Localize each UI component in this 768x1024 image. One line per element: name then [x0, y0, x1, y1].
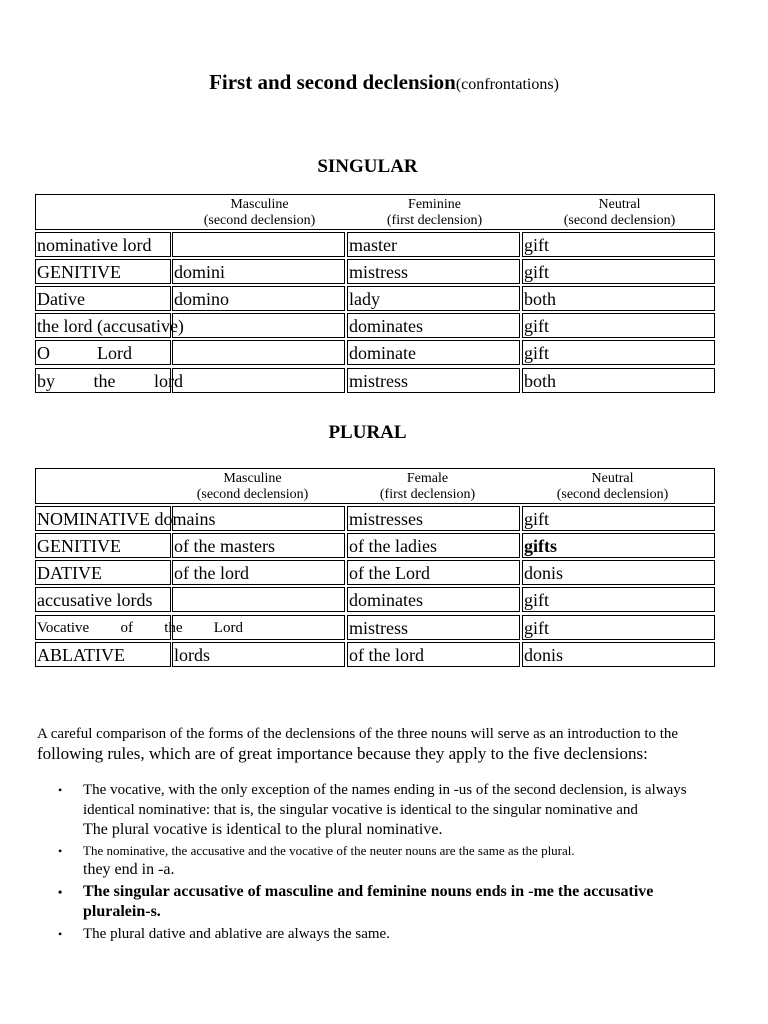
- list-item: • The vocative, with the only exception of the names ending in -us of the second declension, is always identical nominative: that is, the singular vocative is identical to the singular nominative and The plural vocative is identical to the plural nominative.: [58, 782, 687, 838]
- bullet-icon: •: [58, 783, 63, 797]
- neutral-cell: gift: [522, 232, 715, 257]
- plural-header-masculine: Masculine (second declension): [196, 471, 309, 502]
- neutral-cell: gift: [522, 587, 715, 612]
- case-cell-text: by the lord: [37, 371, 183, 391]
- title-main: First and second declension: [209, 70, 456, 94]
- case-cell: nominative lord: [35, 232, 171, 257]
- neutral-cell: gift: [522, 615, 715, 640]
- plural-header-female: Female (first declension): [379, 471, 476, 502]
- table-row: [35, 533, 715, 558]
- neutral-cell: gift: [522, 340, 715, 365]
- title-sub: (confrontations): [455, 76, 559, 93]
- page-title: [0, 70, 768, 95]
- masculine-cell: lords: [172, 642, 345, 667]
- feminine-cell: dominates: [347, 587, 520, 612]
- masculine-cell: [172, 506, 345, 531]
- masculine-cell: of the lord: [172, 560, 345, 585]
- case-cell: DATIVE: [35, 560, 171, 585]
- intro-line-1: A careful comparison of the forms of the declensions of the three nouns will serve as an introduction to the: [37, 726, 679, 742]
- feminine-cell: mistresses: [347, 506, 520, 531]
- bullet-icon: •: [58, 844, 63, 858]
- feminine-cell: master: [347, 232, 520, 257]
- rules-list: [58, 780, 738, 944]
- case-cell: ABLATIVE: [35, 642, 171, 667]
- neutral-cell: gift: [522, 313, 715, 338]
- masculine-cell: domini: [172, 259, 345, 284]
- table-row: [35, 642, 715, 667]
- case-cell: [35, 368, 183, 393]
- case-cell: GENITIVE: [35, 259, 171, 284]
- case-cell: [35, 340, 171, 365]
- bullet-icon: •: [58, 927, 63, 941]
- case-cell: GENITIVE: [35, 533, 171, 558]
- masculine-cell: [172, 340, 345, 365]
- masculine-cell: domino: [172, 286, 345, 311]
- list-item: • The singular accusative of masculine and feminine nouns ends in -me the accusative pluralein-s.: [58, 883, 654, 920]
- table-row: [35, 232, 715, 257]
- table-row: [35, 587, 715, 612]
- case-cell-text: Vocative of the Lord: [37, 620, 243, 636]
- masculine-cell: [172, 368, 345, 393]
- feminine-cell: lady: [347, 286, 520, 311]
- intro-paragraph: [37, 724, 737, 764]
- case-cell: Dative: [35, 286, 171, 311]
- singular-header-feminine: Feminine (first declension): [386, 197, 483, 228]
- neutral-cell: donis: [522, 642, 715, 667]
- feminine-cell: dominates: [347, 313, 520, 338]
- table-row: [35, 286, 715, 311]
- table-row: [35, 368, 715, 393]
- plural-heading: PLURAL: [328, 422, 407, 443]
- masculine-cell: [172, 232, 345, 257]
- bullet-icon: •: [58, 885, 63, 899]
- case-cell: [35, 615, 243, 640]
- feminine-cell: of the ladies: [347, 533, 520, 558]
- feminine-cell: of the Lord: [347, 560, 520, 585]
- case-cell: NOMINATIVE domains: [35, 506, 171, 531]
- intro-line-2: following rules, which are of great importance because they apply to the five declensions:: [37, 744, 648, 763]
- feminine-cell: of the lord: [347, 642, 520, 667]
- plural-header-neutral: Neutral (second declension): [556, 471, 669, 502]
- case-cell-text: O Lord: [37, 343, 132, 363]
- list-item: • The plural dative and ablative are always the same.: [58, 926, 390, 942]
- case-cell: the lord (accusative): [35, 313, 171, 338]
- case-cell: accusative lords: [35, 587, 171, 612]
- neutral-cell: both: [522, 286, 715, 311]
- singular-header-neutral: Neutral (second declension): [563, 197, 676, 228]
- plural-header-row: [35, 468, 715, 504]
- feminine-cell: dominate: [347, 340, 520, 365]
- feminine-cell: mistress: [347, 368, 520, 393]
- masculine-cell: [172, 313, 345, 338]
- neutral-cell: gifts: [522, 533, 715, 558]
- masculine-cell: of the masters: [172, 533, 345, 558]
- table-row: [35, 615, 715, 640]
- neutral-cell: donis: [522, 560, 715, 585]
- feminine-cell: mistress: [347, 615, 520, 640]
- table-row: [35, 506, 715, 531]
- table-row: [35, 560, 715, 585]
- neutral-cell: gift: [522, 259, 715, 284]
- neutral-cell: gift: [522, 506, 715, 531]
- masculine-cell: [172, 615, 345, 640]
- feminine-cell: mistress: [347, 259, 520, 284]
- table-row: [35, 340, 715, 365]
- list-item: • The nominative, the accusative and the vocative of the neuter nouns are the same as the plural. they end in -a.: [58, 843, 575, 878]
- neutral-cell: both: [522, 368, 715, 393]
- singular-header-row: [35, 194, 715, 230]
- table-row: [35, 313, 715, 338]
- masculine-cell: [172, 587, 345, 612]
- singular-header-masculine: Masculine (second declension): [203, 197, 316, 228]
- singular-heading: SINGULAR: [317, 156, 418, 177]
- table-row: [35, 259, 715, 284]
